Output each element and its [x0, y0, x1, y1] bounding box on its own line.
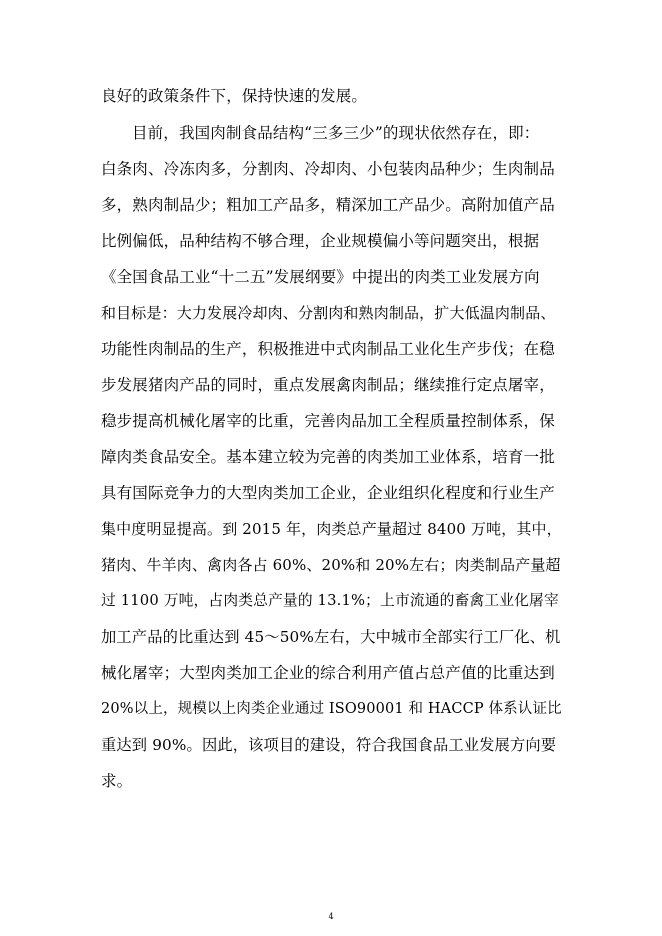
text-line: 械化屠宰；大型肉类加工企业的综合利用产值占总产值的比重达到 — [101, 664, 555, 682]
text-line: 稳步提高机械化屠宰的比重，完善肉品加工全程质量控制体系，保 — [101, 412, 555, 430]
text-line: 集中度明显提高。到 2015 年，肉类总产量超过 8400 万吨，其中， — [101, 520, 562, 538]
text-line: 功能性肉制品的生产，积极推进中式肉制品工业化生产步伐；在稳 — [101, 340, 555, 358]
text-line: 猪肉、牛羊肉、禽肉各占 60%、20%和 20%左右；肉类制品产量超 — [101, 556, 561, 574]
text-line: 20%以上，规模以上肉类企业通过 ISO90001 和 HACCP 体系认证比 — [101, 701, 562, 717]
text-line: 白条肉、冷冻肉多，分割肉、冷却肉、小包装肉品种少；生肉制品 — [101, 160, 555, 178]
text-line: 加工产品的比重达到 45～50%左右，大中城市全部实行工厂化、机 — [101, 628, 561, 646]
text-line: 和目标是：大力发展冷却肉、分割肉和熟肉制品，扩大低温肉制品、 — [101, 304, 556, 322]
page-number: 4 — [328, 912, 334, 921]
text-line: 《全国食品工业“十二五”发展纲要》中提出的肉类工业发展方向 — [101, 268, 540, 286]
text-line: 步发展猪肉产品的同时，重点发展禽肉制品；继续推行定点屠宰， — [101, 376, 555, 394]
paragraph-first-line: 目前，我国肉制食品结构“三多三少”的现状依然存在，即： — [132, 124, 540, 142]
text-line: 具有国际竞争力的大型肉类加工企业，企业组织化程度和行业生产 — [101, 484, 555, 502]
text-line: 障肉类食品安全。基本建立较为完善的肉类加工业体系，培育一批 — [101, 448, 555, 466]
text-line: 求。 — [101, 772, 133, 790]
text-line: 比例偏低，品种结构不够合理，企业规模偏小等问题突出，根据 — [101, 232, 540, 250]
text-line: 重达到 90%。因此，该项目的建设，符合我国食品工业发展方向要 — [101, 736, 557, 754]
text-line: 良好的政策条件下，保持快速的发展。 — [101, 87, 368, 105]
text-line: 多，熟肉制品少；粗加工产品多，精深加工产品少。高附加值产品 — [101, 196, 555, 214]
text-line: 过 1100 万吨，占肉类总产量的 13.1%；上市流通的畜禽工业化屠宰 — [101, 592, 559, 609]
